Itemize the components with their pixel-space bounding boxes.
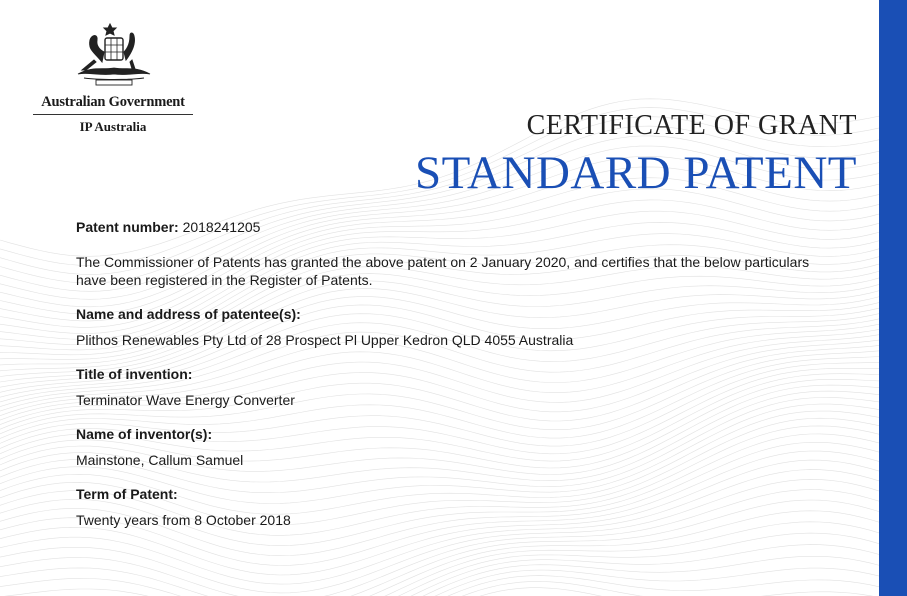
background-wave-line — [0, 533, 880, 596]
side-accent-band — [879, 0, 907, 596]
patent-number-label: Patent number: — [76, 219, 179, 235]
patent-term-value: Twenty years from 8 October 2018 — [76, 512, 291, 528]
inventor-value: Mainstone, Callum Samuel — [76, 452, 244, 468]
government-branding — [33, 94, 193, 135]
invention-title-value: Terminator Wave Energy Converter — [76, 392, 295, 408]
invention-title-label: Title of invention: — [76, 366, 193, 382]
patent-type-heading: STANDARD PATENT — [414, 147, 857, 199]
patentee-value: Plithos Renewables Pty Ltd of 28 Prospect Pl Upper Kedron QLD 4055 Australia — [76, 332, 574, 348]
patent-number-row — [76, 218, 836, 236]
patent-term-label: Term of Patent: — [76, 486, 178, 502]
patentee-label: Name and address of patentee(s): — [76, 306, 301, 322]
agency-name: IP Australia — [79, 119, 147, 134]
inventor-label: Name of inventor(s): — [76, 426, 213, 442]
patent-number-value: 2018241205 — [182, 219, 261, 235]
grant-statement: The Commissioner of Patents has granted the above patent on 2 January 2020, and certifies that the below particulars have been registered in the Register of Patents. — [76, 254, 810, 288]
background-wave-line — [0, 556, 880, 596]
background-wave-line — [0, 522, 880, 596]
background-wave-line — [0, 568, 880, 596]
certificate-body — [76, 218, 836, 529]
background-wave-line — [0, 588, 880, 596]
certificate-title: CERTIFICATE OF GRANT — [526, 110, 857, 141]
coat-of-arms-icon — [72, 22, 156, 92]
government-name: Australian Government — [33, 94, 193, 115]
